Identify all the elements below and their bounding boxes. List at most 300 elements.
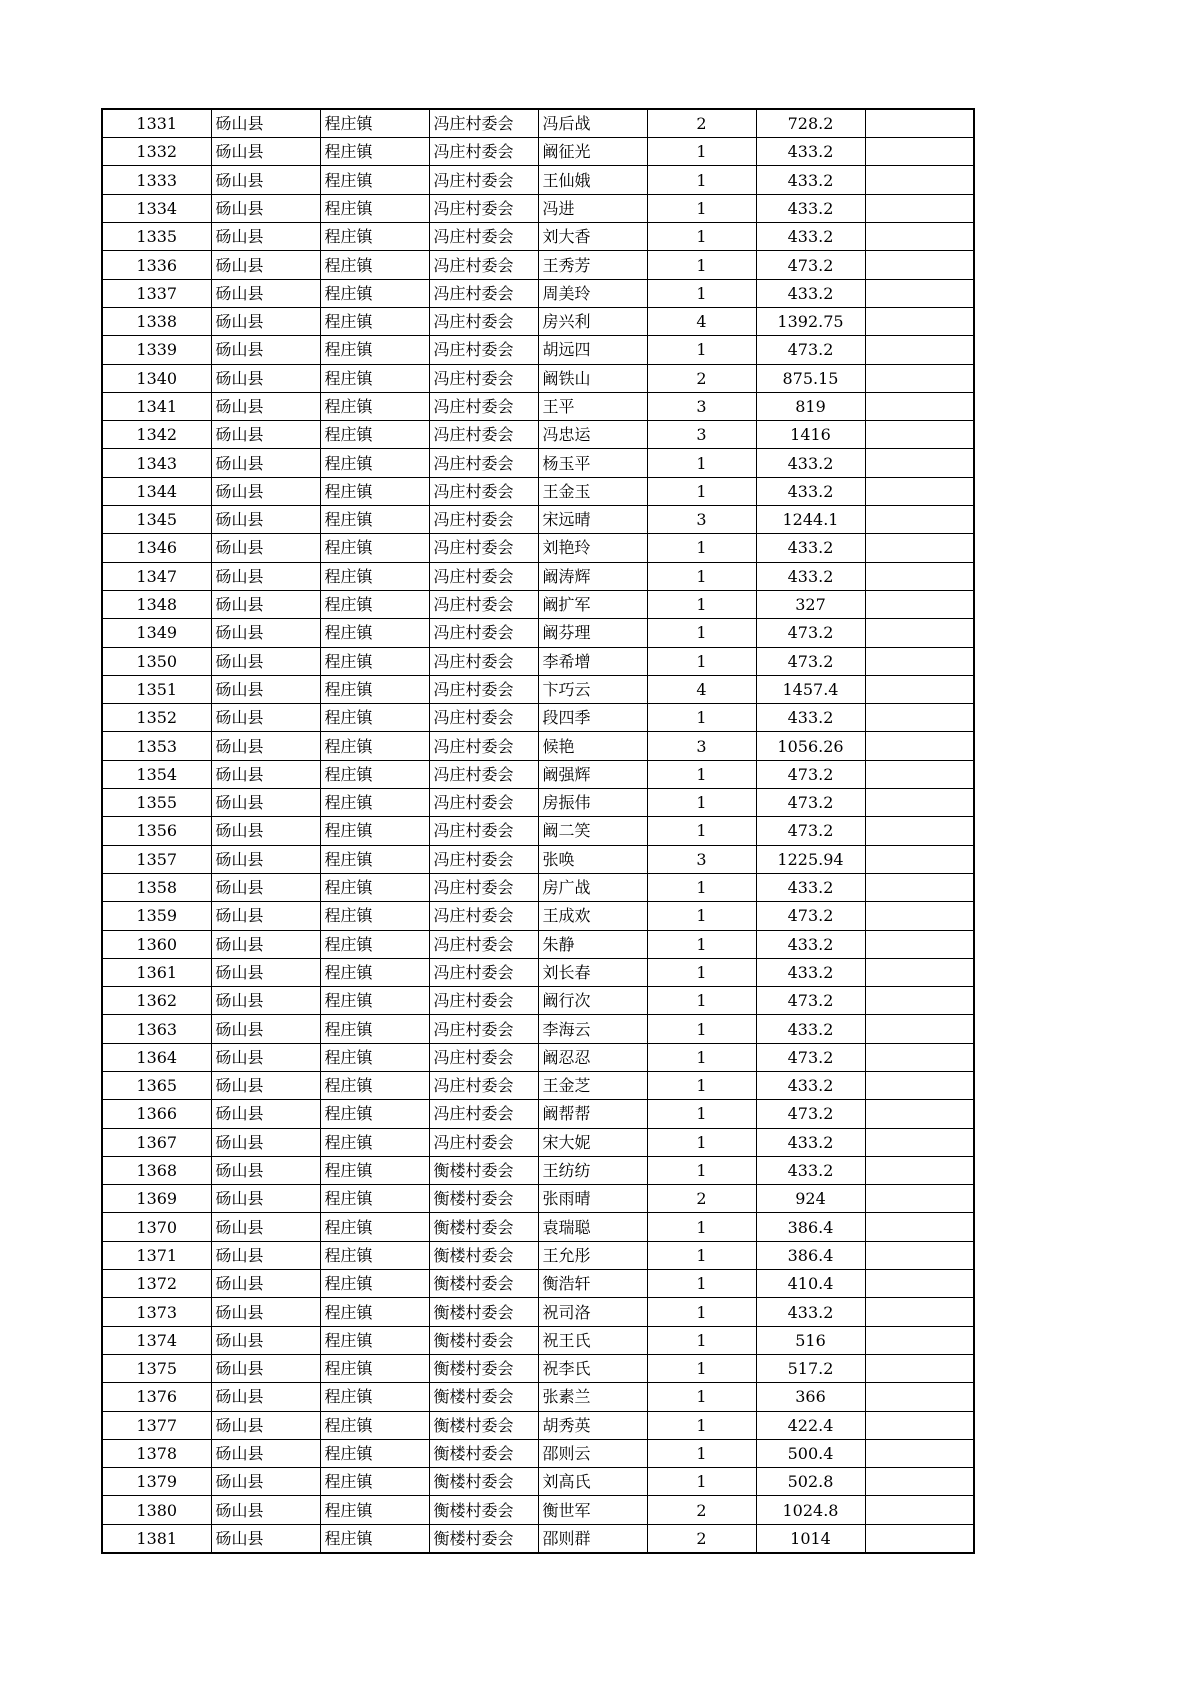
cell-index: 1380	[102, 1496, 211, 1524]
cell-remark	[865, 1270, 974, 1298]
table-row	[102, 1468, 974, 1496]
table-row	[102, 223, 974, 251]
cell-county: 砀山县	[211, 789, 320, 817]
cell-county: 砀山县	[211, 534, 320, 562]
cell-count: 2	[647, 109, 756, 138]
cell-index: 1351	[102, 675, 211, 703]
table-row	[102, 138, 974, 166]
cell-name: 祝司洛	[538, 1298, 647, 1326]
cell-index: 1346	[102, 534, 211, 562]
cell-index: 1367	[102, 1128, 211, 1156]
cell-name: 刘高氏	[538, 1468, 647, 1496]
cell-county: 砀山县	[211, 817, 320, 845]
cell-name: 周美玲	[538, 279, 647, 307]
cell-town: 程庄镇	[320, 1411, 429, 1439]
cell-amount: 1024.8	[756, 1496, 865, 1524]
cell-amount: 433.2	[756, 449, 865, 477]
table-row	[102, 421, 974, 449]
cell-count: 1	[647, 817, 756, 845]
cell-count: 1	[647, 1071, 756, 1099]
cell-amount: 366	[756, 1383, 865, 1411]
cell-county: 砀山县	[211, 1071, 320, 1099]
cell-index: 1364	[102, 1043, 211, 1071]
cell-remark	[865, 307, 974, 335]
table-row	[102, 477, 974, 505]
cell-remark	[865, 109, 974, 138]
cell-village: 冯庄村委会	[429, 279, 538, 307]
cell-town: 程庄镇	[320, 873, 429, 901]
cell-name: 阚征光	[538, 138, 647, 166]
cell-index: 1344	[102, 477, 211, 505]
cell-count: 4	[647, 307, 756, 335]
cell-county: 砀山县	[211, 166, 320, 194]
cell-count: 3	[647, 732, 756, 760]
cell-amount: 473.2	[756, 619, 865, 647]
cell-name: 刘艳玲	[538, 534, 647, 562]
cell-county: 砀山县	[211, 987, 320, 1015]
cell-index: 1371	[102, 1241, 211, 1269]
cell-index: 1353	[102, 732, 211, 760]
cell-county: 砀山县	[211, 364, 320, 392]
cell-amount: 433.2	[756, 958, 865, 986]
cell-town: 程庄镇	[320, 1100, 429, 1128]
cell-town: 程庄镇	[320, 1496, 429, 1524]
cell-remark	[865, 477, 974, 505]
cell-county: 砀山县	[211, 760, 320, 788]
cell-amount: 433.2	[756, 1015, 865, 1043]
cell-count: 1	[647, 477, 756, 505]
cell-count: 3	[647, 845, 756, 873]
cell-remark	[865, 987, 974, 1015]
cell-name: 王金芝	[538, 1071, 647, 1099]
cell-index: 1363	[102, 1015, 211, 1043]
table-row	[102, 873, 974, 901]
cell-village: 衡楼村委会	[429, 1411, 538, 1439]
cell-county: 砀山县	[211, 873, 320, 901]
table-row	[102, 562, 974, 590]
cell-village: 冯庄村委会	[429, 166, 538, 194]
cell-remark	[865, 930, 974, 958]
cell-name: 刘大香	[538, 223, 647, 251]
cell-village: 衡楼村委会	[429, 1298, 538, 1326]
cell-count: 1	[647, 1213, 756, 1241]
cell-county: 砀山县	[211, 958, 320, 986]
cell-county: 砀山县	[211, 1100, 320, 1128]
cell-town: 程庄镇	[320, 1156, 429, 1184]
cell-town: 程庄镇	[320, 845, 429, 873]
cell-name: 阚扩军	[538, 590, 647, 618]
cell-name: 胡秀英	[538, 1411, 647, 1439]
cell-remark	[865, 902, 974, 930]
cell-index: 1331	[102, 109, 211, 138]
cell-village: 冯庄村委会	[429, 817, 538, 845]
cell-county: 砀山县	[211, 845, 320, 873]
cell-village: 冯庄村委会	[429, 506, 538, 534]
cell-name: 杨玉平	[538, 449, 647, 477]
cell-amount: 433.2	[756, 223, 865, 251]
cell-remark	[865, 1524, 974, 1553]
cell-village: 冯庄村委会	[429, 364, 538, 392]
cell-index: 1357	[102, 845, 211, 873]
cell-town: 程庄镇	[320, 307, 429, 335]
cell-index: 1366	[102, 1100, 211, 1128]
cell-count: 1	[647, 449, 756, 477]
cell-index: 1342	[102, 421, 211, 449]
cell-count: 1	[647, 1156, 756, 1184]
cell-count: 1	[647, 138, 756, 166]
cell-village: 冯庄村委会	[429, 590, 538, 618]
cell-index: 1370	[102, 1213, 211, 1241]
cell-count: 1	[647, 647, 756, 675]
cell-index: 1340	[102, 364, 211, 392]
cell-amount: 433.2	[756, 477, 865, 505]
cell-county: 砀山县	[211, 930, 320, 958]
cell-county: 砀山县	[211, 1383, 320, 1411]
table-row	[102, 590, 974, 618]
cell-village: 冯庄村委会	[429, 109, 538, 138]
cell-count: 2	[647, 1496, 756, 1524]
cell-village: 衡楼村委会	[429, 1383, 538, 1411]
cell-count: 1	[647, 1383, 756, 1411]
cell-town: 程庄镇	[320, 1015, 429, 1043]
cell-name: 卞巧云	[538, 675, 647, 703]
cell-amount: 327	[756, 590, 865, 618]
cell-village: 衡楼村委会	[429, 1185, 538, 1213]
cell-village: 衡楼村委会	[429, 1524, 538, 1553]
cell-village: 衡楼村委会	[429, 1468, 538, 1496]
cell-amount: 433.2	[756, 534, 865, 562]
cell-remark	[865, 704, 974, 732]
cell-village: 冯庄村委会	[429, 307, 538, 335]
table-row	[102, 1100, 974, 1128]
cell-count: 1	[647, 251, 756, 279]
cell-index: 1356	[102, 817, 211, 845]
table-row	[102, 449, 974, 477]
cell-index: 1345	[102, 506, 211, 534]
cell-amount: 473.2	[756, 251, 865, 279]
cell-remark	[865, 590, 974, 618]
cell-county: 砀山县	[211, 138, 320, 166]
cell-count: 1	[647, 873, 756, 901]
cell-county: 砀山县	[211, 194, 320, 222]
cell-count: 1	[647, 1468, 756, 1496]
cell-count: 1	[647, 590, 756, 618]
cell-amount: 433.2	[756, 873, 865, 901]
cell-town: 程庄镇	[320, 138, 429, 166]
table-row	[102, 845, 974, 873]
cell-town: 程庄镇	[320, 958, 429, 986]
cell-remark	[865, 845, 974, 873]
cell-remark	[865, 1411, 974, 1439]
cell-count: 1	[647, 704, 756, 732]
cell-index: 1341	[102, 392, 211, 420]
cell-remark	[865, 138, 974, 166]
cell-village: 衡楼村委会	[429, 1156, 538, 1184]
cell-town: 程庄镇	[320, 1241, 429, 1269]
cell-amount: 502.8	[756, 1468, 865, 1496]
cell-county: 砀山县	[211, 251, 320, 279]
cell-name: 候艳	[538, 732, 647, 760]
cell-amount: 1416	[756, 421, 865, 449]
cell-name: 李希增	[538, 647, 647, 675]
table-row	[102, 307, 974, 335]
cell-county: 砀山县	[211, 1524, 320, 1553]
cell-amount: 1225.94	[756, 845, 865, 873]
cell-amount: 500.4	[756, 1439, 865, 1467]
cell-remark	[865, 251, 974, 279]
cell-village: 冯庄村委会	[429, 704, 538, 732]
cell-village: 冯庄村委会	[429, 675, 538, 703]
cell-amount: 473.2	[756, 1100, 865, 1128]
cell-name: 朱静	[538, 930, 647, 958]
cell-name: 阚涛辉	[538, 562, 647, 590]
cell-index: 1352	[102, 704, 211, 732]
cell-village: 冯庄村委会	[429, 1015, 538, 1043]
cell-remark	[865, 279, 974, 307]
cell-village: 冯庄村委会	[429, 562, 538, 590]
cell-town: 程庄镇	[320, 223, 429, 251]
cell-name: 阚芬理	[538, 619, 647, 647]
cell-remark	[865, 873, 974, 901]
cell-name: 王金玉	[538, 477, 647, 505]
cell-village: 冯庄村委会	[429, 534, 538, 562]
cell-remark	[865, 1213, 974, 1241]
cell-count: 1	[647, 930, 756, 958]
cell-count: 1	[647, 1270, 756, 1298]
cell-name: 阚帮帮	[538, 1100, 647, 1128]
table-row	[102, 760, 974, 788]
cell-name: 房兴利	[538, 307, 647, 335]
cell-county: 砀山县	[211, 1439, 320, 1467]
cell-name: 邵则云	[538, 1439, 647, 1467]
cell-count: 2	[647, 364, 756, 392]
cell-village: 衡楼村委会	[429, 1439, 538, 1467]
cell-village: 冯庄村委会	[429, 619, 538, 647]
cell-town: 程庄镇	[320, 590, 429, 618]
cell-remark	[865, 619, 974, 647]
table-row	[102, 789, 974, 817]
cell-index: 1376	[102, 1383, 211, 1411]
cell-town: 程庄镇	[320, 194, 429, 222]
table-row	[102, 1043, 974, 1071]
cell-amount: 473.2	[756, 789, 865, 817]
cell-village: 冯庄村委会	[429, 421, 538, 449]
cell-town: 程庄镇	[320, 1270, 429, 1298]
cell-village: 冯庄村委会	[429, 958, 538, 986]
cell-county: 砀山县	[211, 223, 320, 251]
cell-index: 1336	[102, 251, 211, 279]
cell-name: 阚忍忍	[538, 1043, 647, 1071]
cell-amount: 433.2	[756, 279, 865, 307]
cell-amount: 516	[756, 1326, 865, 1354]
cell-village: 冯庄村委会	[429, 789, 538, 817]
cell-village: 冯庄村委会	[429, 873, 538, 901]
cell-county: 砀山县	[211, 1270, 320, 1298]
table-row	[102, 194, 974, 222]
cell-count: 1	[647, 534, 756, 562]
cell-amount: 1056.26	[756, 732, 865, 760]
cell-town: 程庄镇	[320, 1354, 429, 1382]
cell-village: 冯庄村委会	[429, 194, 538, 222]
cell-amount: 433.2	[756, 930, 865, 958]
cell-amount: 433.2	[756, 704, 865, 732]
cell-count: 1	[647, 336, 756, 364]
cell-count: 1	[647, 223, 756, 251]
cell-town: 程庄镇	[320, 1326, 429, 1354]
cell-count: 1	[647, 1411, 756, 1439]
cell-index: 1358	[102, 873, 211, 901]
cell-index: 1379	[102, 1468, 211, 1496]
table-row	[102, 647, 974, 675]
cell-village: 衡楼村委会	[429, 1213, 538, 1241]
cell-remark	[865, 449, 974, 477]
cell-amount: 924	[756, 1185, 865, 1213]
cell-remark	[865, 1071, 974, 1099]
cell-amount: 473.2	[756, 902, 865, 930]
cell-town: 程庄镇	[320, 562, 429, 590]
cell-remark	[865, 534, 974, 562]
table-row	[102, 1015, 974, 1043]
cell-village: 冯庄村委会	[429, 223, 538, 251]
cell-name: 张素兰	[538, 1383, 647, 1411]
cell-county: 砀山县	[211, 392, 320, 420]
cell-remark	[865, 675, 974, 703]
cell-index: 1375	[102, 1354, 211, 1382]
cell-name: 王秀芳	[538, 251, 647, 279]
table-row	[102, 534, 974, 562]
cell-amount: 728.2	[756, 109, 865, 138]
cell-town: 程庄镇	[320, 619, 429, 647]
cell-county: 砀山县	[211, 336, 320, 364]
table-row	[102, 1156, 974, 1184]
cell-index: 1355	[102, 789, 211, 817]
cell-town: 程庄镇	[320, 1298, 429, 1326]
cell-index: 1334	[102, 194, 211, 222]
cell-town: 程庄镇	[320, 930, 429, 958]
cell-town: 程庄镇	[320, 166, 429, 194]
cell-name: 阚行次	[538, 987, 647, 1015]
cell-index: 1337	[102, 279, 211, 307]
cell-name: 阚二笑	[538, 817, 647, 845]
cell-county: 砀山县	[211, 506, 320, 534]
cell-index: 1377	[102, 1411, 211, 1439]
cell-village: 冯庄村委会	[429, 477, 538, 505]
cell-county: 砀山县	[211, 562, 320, 590]
cell-town: 程庄镇	[320, 647, 429, 675]
cell-village: 冯庄村委会	[429, 987, 538, 1015]
cell-remark	[865, 1185, 974, 1213]
cell-town: 程庄镇	[320, 251, 429, 279]
cell-index: 1368	[102, 1156, 211, 1184]
cell-village: 冯庄村委会	[429, 930, 538, 958]
cell-village: 冯庄村委会	[429, 251, 538, 279]
table-row	[102, 1354, 974, 1382]
cell-amount: 819	[756, 392, 865, 420]
cell-remark	[865, 506, 974, 534]
cell-amount: 1392.75	[756, 307, 865, 335]
cell-remark	[865, 1354, 974, 1382]
cell-village: 冯庄村委会	[429, 336, 538, 364]
table-row	[102, 930, 974, 958]
cell-remark	[865, 817, 974, 845]
cell-count: 1	[647, 1043, 756, 1071]
cell-count: 1	[647, 1128, 756, 1156]
cell-remark	[865, 1156, 974, 1184]
cell-town: 程庄镇	[320, 392, 429, 420]
cell-name: 阚铁山	[538, 364, 647, 392]
cell-town: 程庄镇	[320, 1468, 429, 1496]
table-row	[102, 1071, 974, 1099]
cell-county: 砀山县	[211, 1298, 320, 1326]
cell-remark	[865, 1383, 974, 1411]
cell-index: 1381	[102, 1524, 211, 1553]
table-row	[102, 1298, 974, 1326]
cell-remark	[865, 647, 974, 675]
cell-name: 房广战	[538, 873, 647, 901]
cell-county: 砀山县	[211, 279, 320, 307]
table-row	[102, 1241, 974, 1269]
cell-amount: 1014	[756, 1524, 865, 1553]
cell-county: 砀山县	[211, 1213, 320, 1241]
cell-name: 王仙娥	[538, 166, 647, 194]
cell-amount: 1244.1	[756, 506, 865, 534]
cell-name: 张雨晴	[538, 1185, 647, 1213]
cell-town: 程庄镇	[320, 1213, 429, 1241]
table-row	[102, 1524, 974, 1553]
cell-county: 砀山县	[211, 307, 320, 335]
cell-name: 冯进	[538, 194, 647, 222]
cell-amount: 473.2	[756, 1043, 865, 1071]
cell-county: 砀山县	[211, 1185, 320, 1213]
table-row	[102, 1496, 974, 1524]
cell-amount: 433.2	[756, 1156, 865, 1184]
cell-village: 冯庄村委会	[429, 1071, 538, 1099]
cell-name: 袁瑞聪	[538, 1213, 647, 1241]
cell-town: 程庄镇	[320, 760, 429, 788]
cell-index: 1343	[102, 449, 211, 477]
cell-town: 程庄镇	[320, 1185, 429, 1213]
cell-count: 2	[647, 1524, 756, 1553]
table-row	[102, 732, 974, 760]
cell-name: 王允彤	[538, 1241, 647, 1269]
cell-county: 砀山县	[211, 1015, 320, 1043]
cell-amount: 473.2	[756, 987, 865, 1015]
cell-village: 冯庄村委会	[429, 449, 538, 477]
cell-remark	[865, 1468, 974, 1496]
cell-amount: 473.2	[756, 336, 865, 364]
cell-name: 王平	[538, 392, 647, 420]
cell-amount: 875.15	[756, 364, 865, 392]
cell-county: 砀山县	[211, 1156, 320, 1184]
cell-village: 冯庄村委会	[429, 138, 538, 166]
cell-name: 衡浩轩	[538, 1270, 647, 1298]
cell-town: 程庄镇	[320, 1383, 429, 1411]
cell-count: 1	[647, 789, 756, 817]
cell-count: 1	[647, 987, 756, 1015]
cell-county: 砀山县	[211, 1468, 320, 1496]
table-row	[102, 1128, 974, 1156]
cell-count: 3	[647, 392, 756, 420]
cell-count: 1	[647, 619, 756, 647]
cell-county: 砀山县	[211, 477, 320, 505]
cell-county: 砀山县	[211, 1128, 320, 1156]
cell-name: 段四季	[538, 704, 647, 732]
cell-index: 1348	[102, 590, 211, 618]
cell-village: 衡楼村委会	[429, 1354, 538, 1382]
cell-town: 程庄镇	[320, 987, 429, 1015]
cell-county: 砀山县	[211, 109, 320, 138]
cell-count: 1	[647, 1439, 756, 1467]
